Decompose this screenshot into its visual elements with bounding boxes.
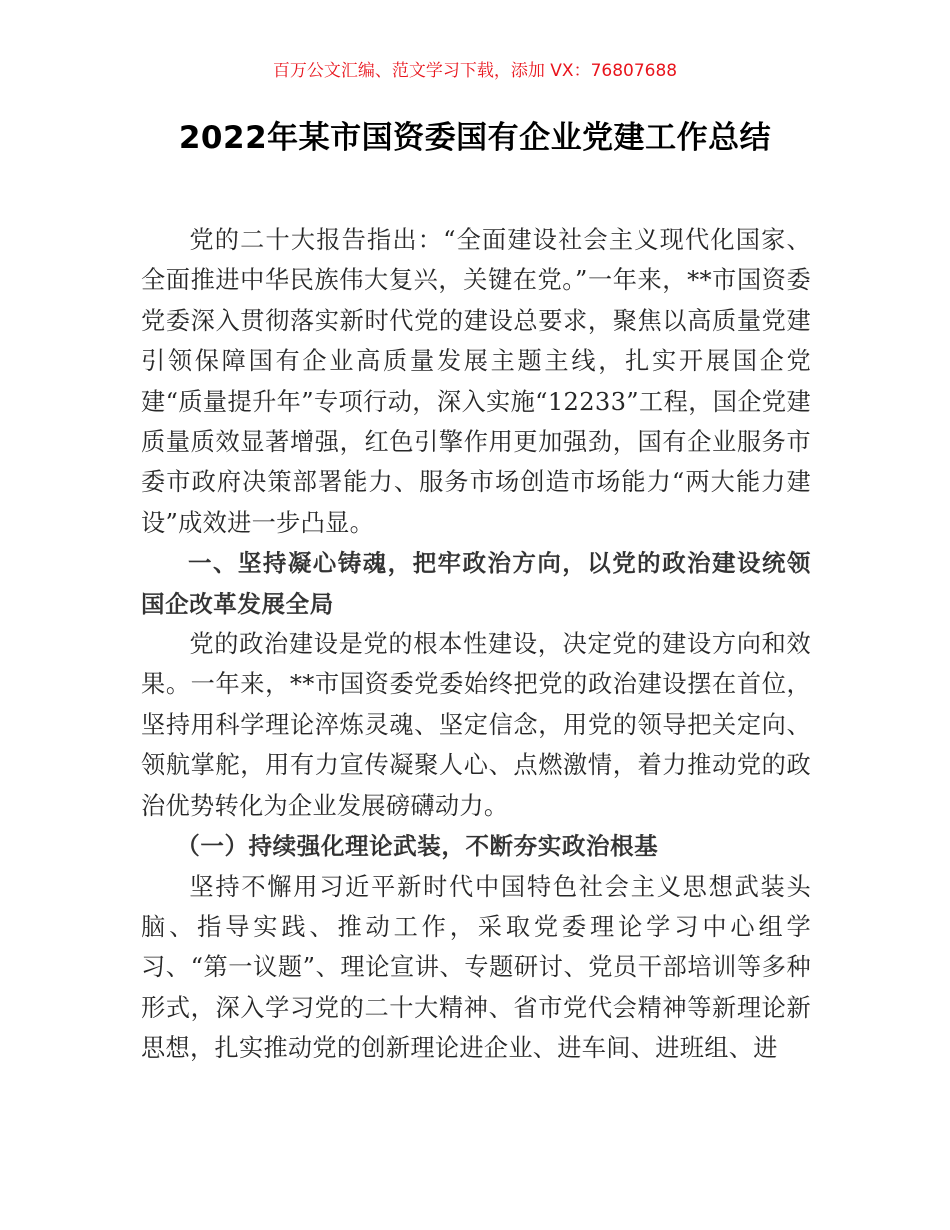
section-paragraph: 党的政治建设是党的根本性建设，决定党的建设方向和效果。一年来，**市国资委党委始终把党的政治建设摆在首位，坚持用科学理论淬炼灵魂、坚定信念，用党的领导把关定向、领航掌舵，用有力宣传凝聚人心、点燃激情，着力推动党的政治优势转化为企业发展磅礴动力。 — [141, 630, 811, 820]
document-title: 2022年某市国资委国有企业党建工作总结 — [178, 120, 772, 156]
section-heading: 一、坚持凝心铸魂，把牢政治方向，以党的政治建设统领国企改革发展全局 — [141, 549, 811, 618]
document-body — [141, 220, 811, 1069]
subsection-paragraph: 坚持不懈用习近平新时代中国特色社会主义思想武装头脑、指导实践、推动工作，采取党委理论学习中心组学习、“第一议题”、理论宣讲、专题研讨、党员干部培训等多种形式，深入学习党的二十大精神、省市党代会精神等新理论新思想，扎实推动党的创新理论进企业、进车间、进班组、进 — [141, 872, 811, 1063]
subsection-heading: （一）持续强化理论武装，不断夯实政治根基 — [176, 832, 659, 861]
intro-paragraph: 党的二十大报告指出：“全面建设社会主义现代化国家、全面推进中华民族伟大复兴，关键在党。”一年来，**市国资委党委深入贯彻落实新时代党的建设总要求，聚焦以高质量党建引领保障国有企业高质量发展主题主线，扎实开展国企党建“质量提升年”专项行动，深入实施“12233”工程，国企党建质量质效显著增强，红色引擎作用更加强劲，国有企业服务市委市政府决策部署能力、服务市场创造市场能力“两大能力建设”成效进一步凸显。 — [141, 226, 811, 537]
watermark-banner: 百万公文汇编、范文学习下载，添加 VX：76807688 — [272, 61, 678, 81]
